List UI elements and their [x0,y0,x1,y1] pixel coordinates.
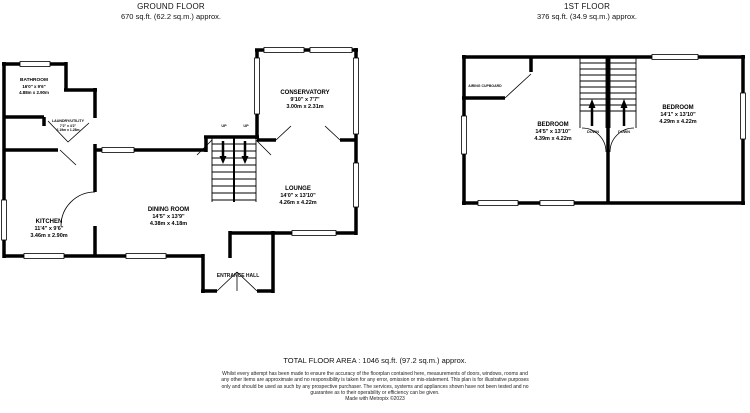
first-floor-title [487,2,687,21]
stairs-up-label-2: UP [243,124,249,128]
room-label-conservatory: CONSERVATORY 9'10" x 7'7" 3.00m x 2.31m [280,90,330,110]
room-label-dining-room: DINING ROOM 14'5" x 13'9" 4.38m x 4.18m [147,207,190,227]
room-label-kitchen: KITCHEN 11'4" x 9'6" 3.46m x 2.90m [30,219,68,239]
ground-floor-title [71,2,271,21]
first-floor-title-text: 1ST FLOOR [563,2,611,11]
ground-floor-title-text: GROUND FLOOR [137,2,205,11]
room-label-lounge: LOUNGE 14'0" x 13'10" 4.26m x 4.22m [279,186,317,206]
stairs-down-label-1: DOWN [586,130,600,134]
room-label-laundry: LAUNDRY/UTILITY 7'2" x 4'2" 2.19m x 1.28m [51,119,84,132]
disclaimer-text: Whilst every attempt has been made to ensure the accuracy of the floorplan contained here, measurements of doors, windows, rooms and any other items are approximate and no responsibility is taken for any error, omission or mis-statement. This plan is for illustrative purposes only and should be used as such by any prospective purchaser. The services, systems and appliances shown have not been tested and no guarantee as to their operability or efficiency can be given. [221,371,529,396]
stairs-down-label-2: DOWN [617,130,631,134]
room-label-bedroom-left: BEDROOM 14'5" x 13'10" 4.39m x 4.22m [534,122,572,142]
gf-stairs [212,137,256,202]
stairs-up-label-1: UP [221,124,227,128]
room-label-bathroom: BATHROOM 16'0" x 9'6" 4.88m x 2.90m [19,78,49,95]
footer-disclaimer-block [218,369,532,402]
first-floor-area-text: 376 sq.ft. (34.9 sq.m.) approx. [536,11,638,21]
room-label-airing-cupboard: AIRING CUPBOARD [468,84,502,88]
room-label-entrance-hall: ENTRANCE HALL [216,273,260,279]
total-floor-area: TOTAL FLOOR AREA : 1046 sq.ft. (97.2 sq.m.) approx. [283,356,467,365]
ground-floor-area-text: 670 sq.ft. (62.2 sq.m.) approx. [120,11,222,21]
room-label-bedroom-right: BEDROOM 14'1" x 13'10" 4.29m x 4.22m [659,105,697,125]
footer [175,356,575,366]
credit-text: Made with Metropix ©2023 [345,396,405,403]
